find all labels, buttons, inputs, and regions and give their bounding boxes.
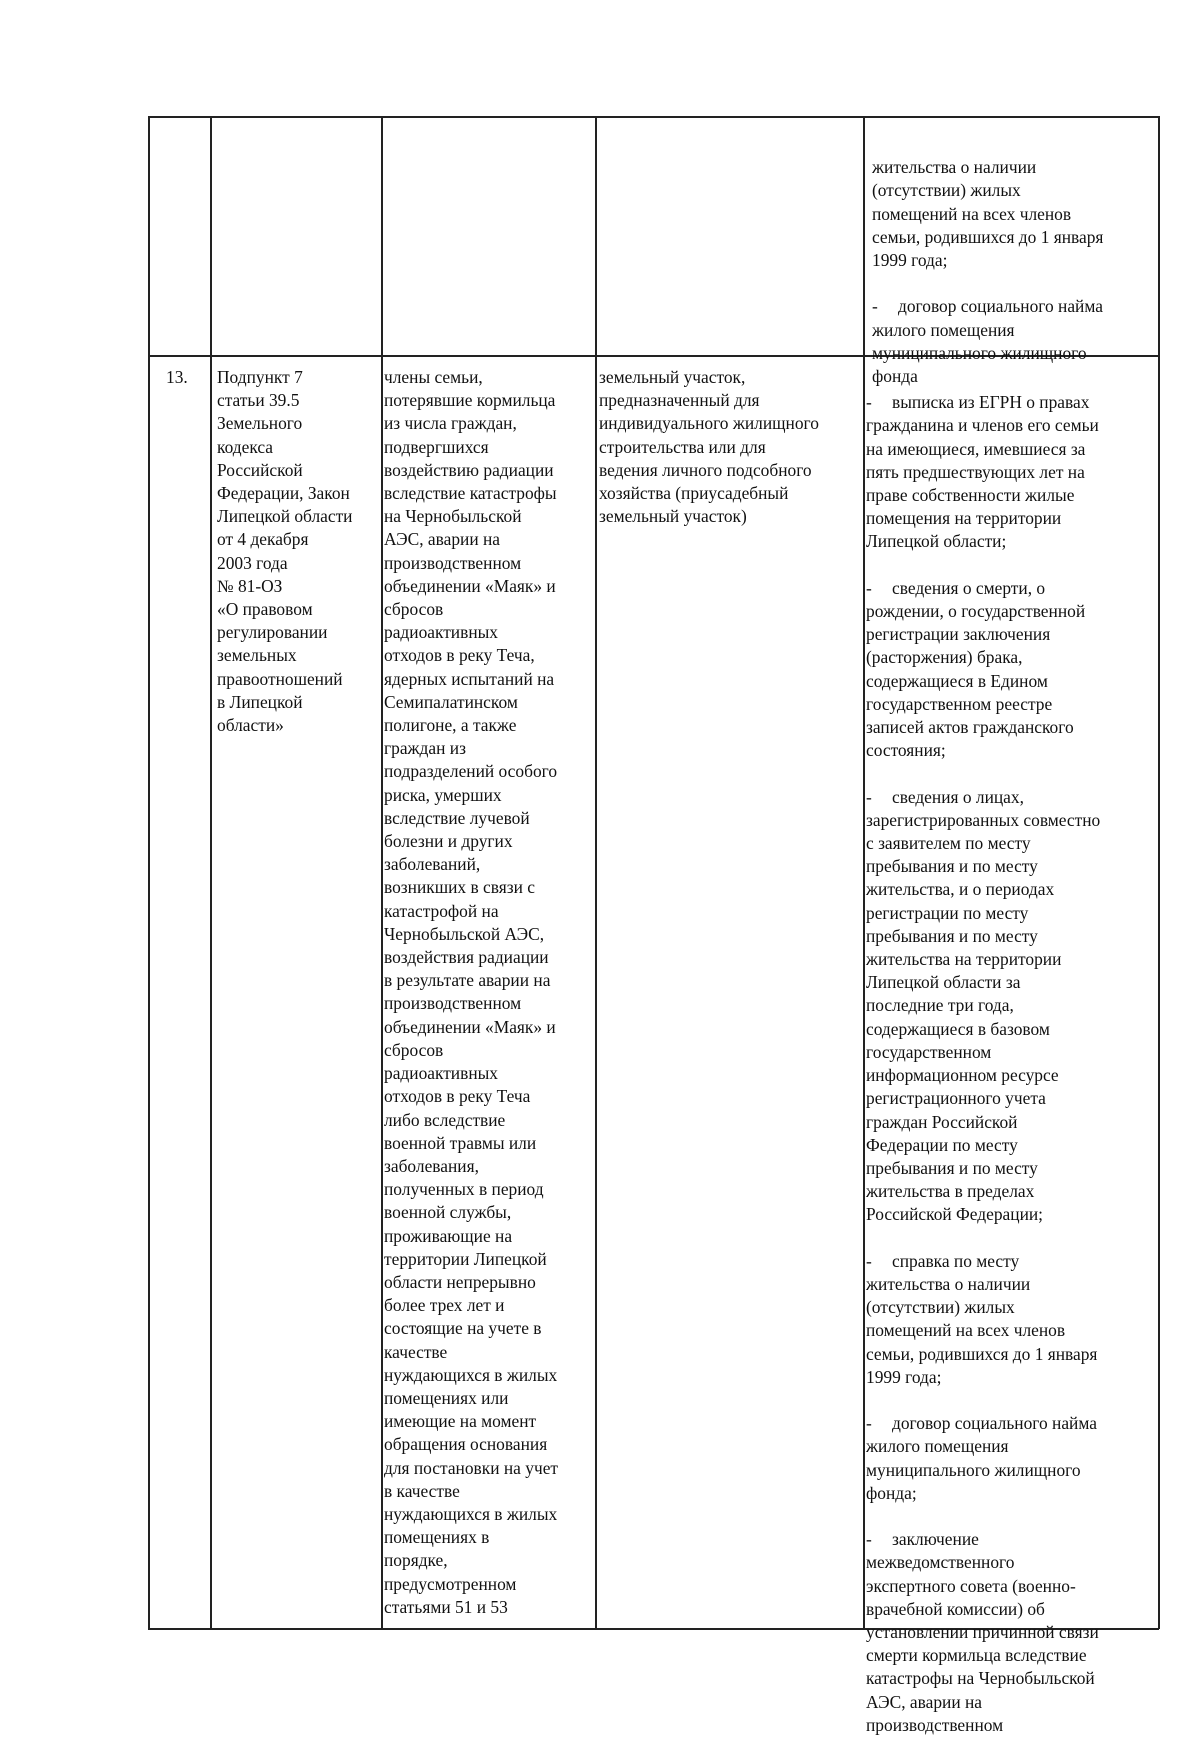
document-text: жительства о наличии (отсутствии) жилых помещений на всех членов семьи, родившихся до 1 января 1999 года;	[872, 157, 1104, 271]
land-plot-cell: земельный участок, предназначенный для индивидуального жилищного строительства или для ведения личного подсобного хозяйства (приусадебный земельный участок)	[599, 367, 819, 527]
document-text: сведения о лицах, зарегистрированных совместно с заявителем по месту пребывания и по месту жительства, и о периодах регистрации по месту пребывания и по месту жительства на территории Липецкой области за последние три года, содержащиеся в базовом государственном информационном ресурсе регистрационного учета граждан Российской Федерации по месту пребывания и по месту жительства в пределах Российской Федерации;	[866, 786, 1101, 1225]
dash-marker: -	[866, 1413, 872, 1434]
document-text: договор социального найма жилого помещения муниципального жилищного фонда;	[866, 1413, 1097, 1503]
document-text: заключение межведомственного экспертного совета (военно- врачебной комиссии) об установлении причинной связи смерти кормильца вследствие катастрофы на Чернобыльской АЭС, аварии на производственном	[866, 1529, 1099, 1735]
table-top-border	[148, 116, 1159, 118]
document-item	[866, 577, 1156, 763]
column-border	[210, 116, 212, 1629]
document-text: сведения о смерти, о рождении, о государственной регистрации заключения (расторжения) брака, содержащиеся в Едином государственном реестре записей актов гражданского состояния;	[866, 577, 1086, 761]
document-item	[866, 1412, 1156, 1505]
document-text: выписка из ЕГРН о правах гражданина и членов его семьи на имеющиеся, имевшиеся за пять предшествующих лет на праве собственности жилые помещения на территории Липецкой области;	[866, 392, 1099, 552]
row-number: 13.	[166, 367, 188, 387]
dash-marker: -	[866, 392, 872, 413]
dash-marker: -	[872, 296, 878, 317]
document-item	[866, 786, 1156, 1227]
dash-marker: -	[866, 1250, 872, 1271]
document-item	[866, 1250, 1156, 1389]
document-item	[866, 391, 1156, 553]
column-border	[381, 116, 383, 1629]
column-border	[863, 116, 865, 1629]
document-text: договор социального найма жилого помещения муниципального жилищного фонда	[872, 296, 1103, 387]
dash-marker: -	[866, 1529, 872, 1550]
column-border-right	[1158, 116, 1160, 1629]
document-text: справка по месту жительства о наличии (отсутствии) жилых помещений на всех членов семьи, родившихся до 1 января 1999 года;	[866, 1250, 1098, 1387]
dash-marker: -	[866, 577, 872, 598]
dash-marker: -	[866, 786, 872, 807]
continued-documents-cell	[872, 133, 1154, 387]
document-item	[866, 1528, 1156, 1737]
column-border-left	[148, 116, 150, 1629]
recipients-cell: члены семьи, потерявшие кормильца из числа граждан, подвергшихся воздействию радиации вследствие катастрофы на Чернобыльской АЭС, аварии на производственном объединении «Маяк» и сбросов радиоактивных отходов в реку Теча, ядерных испытаний на Семипалатинском полигоне, а также граждан из подразделений особого риска, умерших вследствие лучевой болезни и других заболеваний, возникших в связи с катастрофой на Чернобыльской АЭС, воздействия радиации в результате аварии на производственном объединении «Маяк» и сбросов радиоактивных отходов в реку Теча либо вследствие военной травмы или заболевания, полученных в период военной службы, проживающие на территории Липецкой области непрерывно более трех лет и состоящие на учете в качестве нуждающихся в жилых помещениях или имеющие на момент обращения основания для постановки на учет в качестве нуждающихся в жилых помещениях в порядке, предусмотренном статьями 51 и 53	[384, 367, 559, 1617]
document-item	[872, 156, 1154, 272]
documents-cell	[866, 368, 1156, 1735]
legal-basis-cell: Подпункт 7 статьи 39.5 Земельного кодекса Российской Федерации, Закон Липецкой области от 4 декабря 2003 года № 81-ОЗ «О правовом регулировании земельных правоотношений в Липецкой области»	[217, 367, 353, 736]
